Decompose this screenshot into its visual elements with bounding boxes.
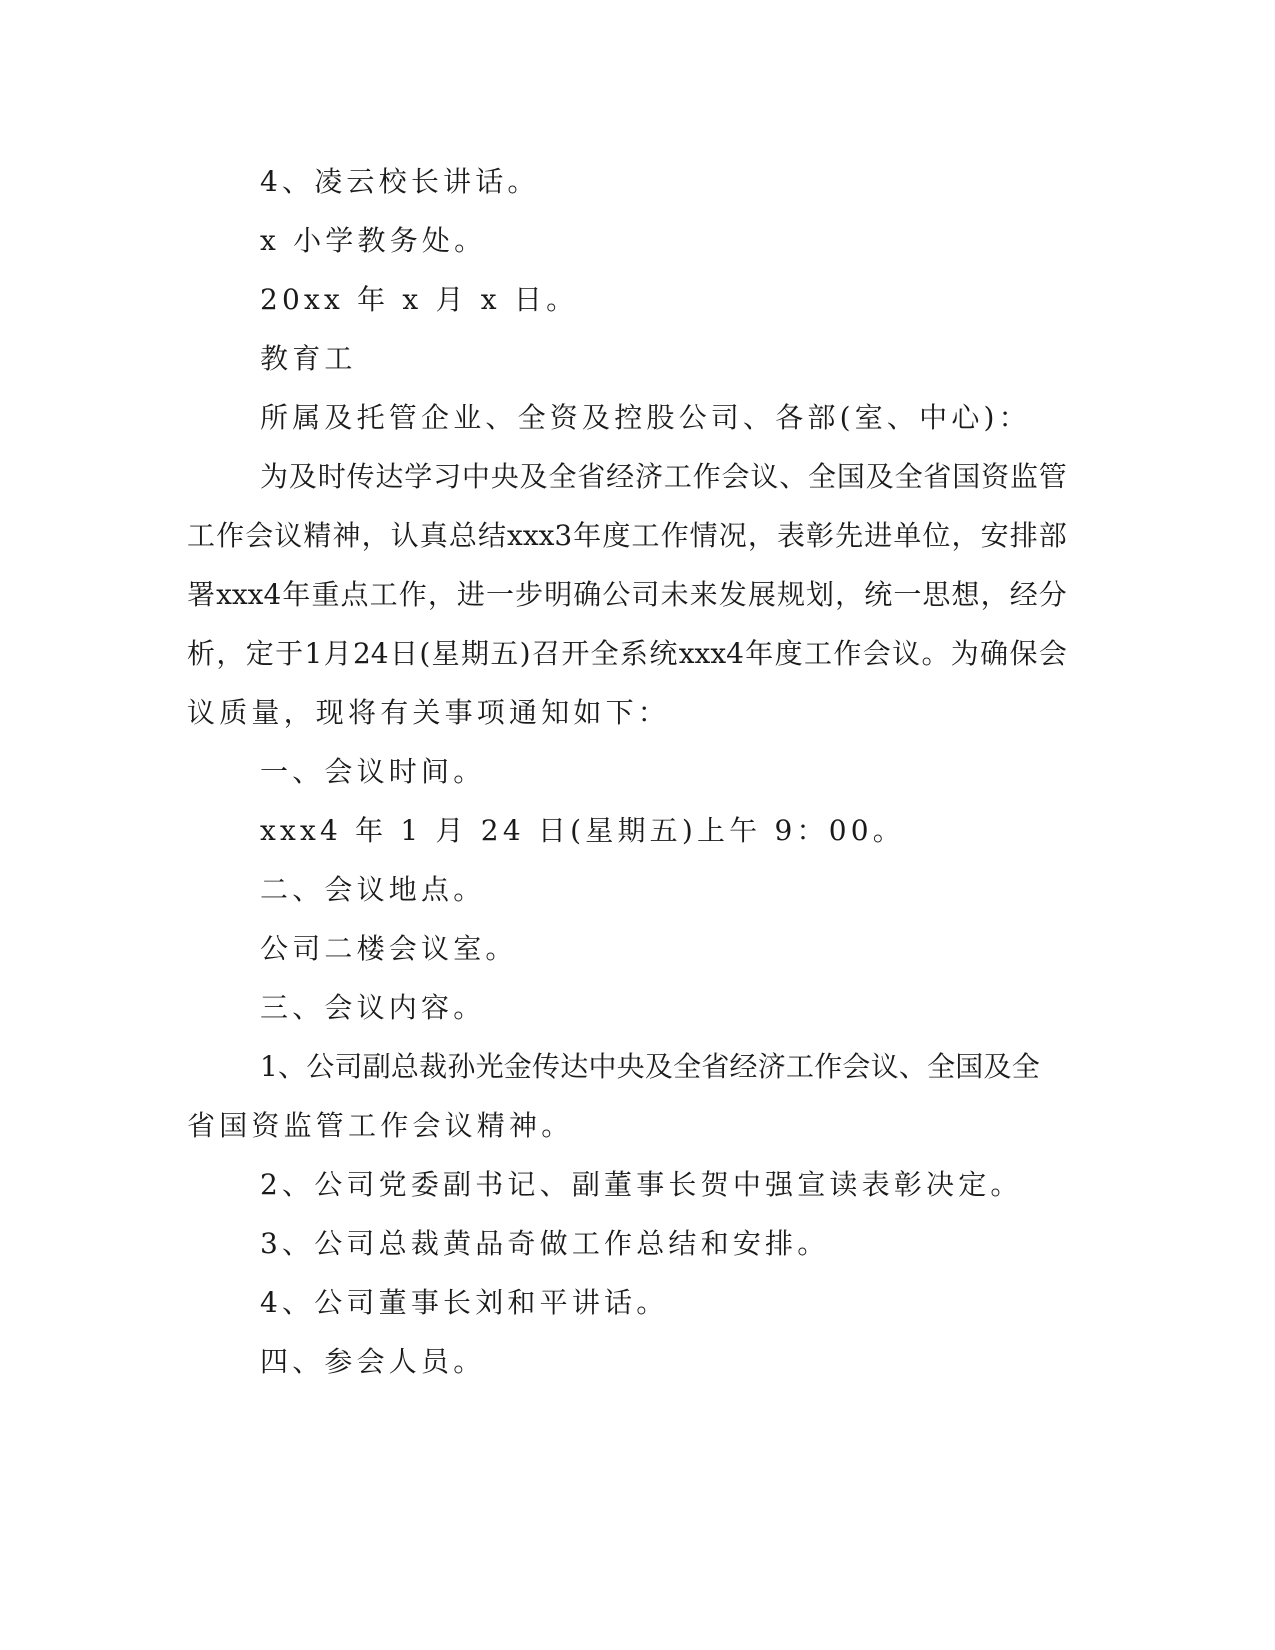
- paragraph-line: 署 xxx4 年 重 点 工 作 ， 进 一 步 明 确 公 司 未 来 发 展 规 划 ， 统 一 思 想 ， 经 分: [187, 578, 1067, 611]
- section-heading: 二、会议地点。: [260, 873, 486, 906]
- section-heading: 三、会议内容。: [260, 991, 486, 1024]
- paragraph-line: 析 ， 定 于 1 月 24 日 ( 星 期 五 ) 召 开 全 系 统 xxx4 年 度 工 作 会 议 。 为 确 保 会: [187, 637, 1067, 670]
- text-line: 4、凌云校长讲话。: [260, 165, 540, 198]
- text-line: x 小学教务处。: [260, 224, 487, 257]
- text-line: 20xx 年 x 月 x 日。: [260, 283, 579, 316]
- text-line: 4、公司董事长刘和平讲话。: [260, 1286, 669, 1319]
- paragraph-line: 省国资监管工作会议精神。: [187, 1109, 574, 1142]
- paragraph-line: 工 作 会 议 精 神 ， 认 真 总 结 xxx3 年 度 工 作 情 况 ， 表 彰 先 进 单 位 ， 安 排 部: [187, 519, 1067, 552]
- paragraph-line: 议质量，现将有关事项通知如下：: [187, 696, 671, 729]
- text-line: 所属及托管企业、全资及控股公司、各部(室、中心)：: [260, 401, 1031, 434]
- text-line: 公司二楼会议室。: [260, 932, 518, 965]
- paragraph-line: 为 及 时 传 达 学 习 中 央 及 全 省 经 济 工 作 会 议 、 全 国 及 全 省 国 资 监 管: [260, 460, 1067, 493]
- section-heading: 一、会议时间。: [260, 755, 486, 788]
- section-heading: 四、参会人员。: [260, 1345, 486, 1378]
- text-line: xxx4 年 1 月 24 日(星期五)上午 9：00。: [260, 814, 905, 847]
- paragraph-line: 1 、 公 司 副 总 裁 孙 光 金 传 达 中 央 及 全 省 经 济 工 作 会 议 、 全 国 及 全: [260, 1050, 1040, 1083]
- text-line: 3、公司总裁黄品奇做工作总结和安排。: [260, 1227, 830, 1260]
- text-line: 2、公司党委副书记、副董事长贺中强宣读表彰决定。: [260, 1168, 1023, 1201]
- text-line: 教育工: [260, 342, 357, 375]
